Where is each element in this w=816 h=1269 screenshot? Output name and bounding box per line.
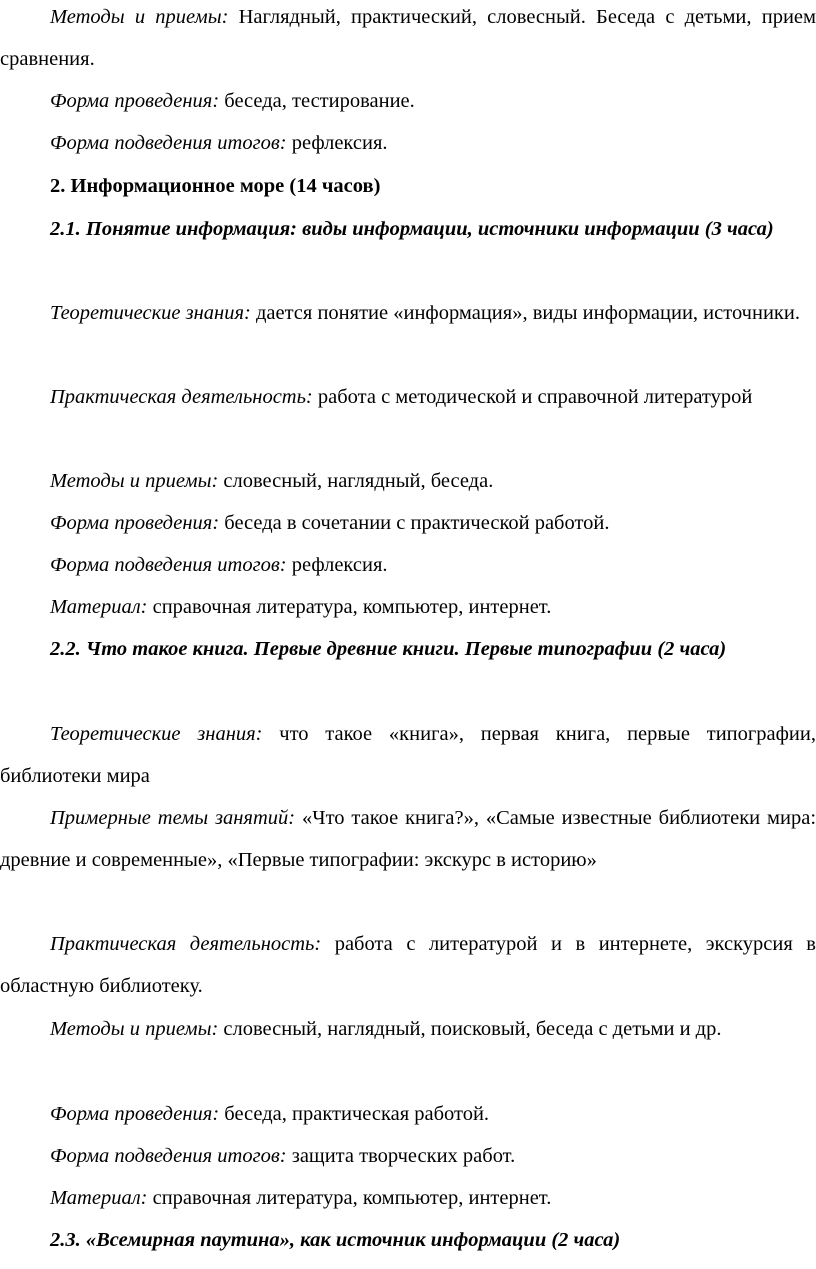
paragraph-text: «Что такое книга?», «Самые известные библиотеки мира: древние и современные», «Первые типографии: экскурс в историю» bbox=[0, 807, 816, 871]
paragraph-label: Методы и приемы: bbox=[50, 6, 229, 28]
methods-paragraph bbox=[0, 460, 816, 502]
paragraph-label: Форма проведения: bbox=[50, 512, 220, 534]
paragraph-text: рефлексия. bbox=[286, 132, 388, 154]
results-paragraph bbox=[0, 122, 816, 164]
paragraph-label: Практическая деятельность: bbox=[50, 386, 313, 408]
paragraph-text: беседа, практическая работой. bbox=[219, 1103, 490, 1125]
paragraph-label: Форма подведения итогов: bbox=[50, 554, 287, 576]
subsection-heading: 2.2. Что такое книга. Первые древние книги. Первые типографии (2 часа) bbox=[50, 638, 727, 660]
paragraph-label: Форма подведения итогов: bbox=[50, 132, 287, 154]
paragraph-label: Примерные темы занятий: bbox=[50, 807, 296, 829]
paragraph-label: Материал: bbox=[50, 596, 148, 618]
paragraph-text: работа с литературой и в интернете, экскурсия в областную библиотеку. bbox=[0, 933, 816, 997]
paragraph-label: Форма подведения итогов: bbox=[50, 1145, 287, 1167]
methods-paragraph bbox=[0, 1008, 816, 1050]
paragraph-text: справочная литература, компьютер, интернет. bbox=[147, 596, 552, 618]
form-paragraph bbox=[0, 502, 816, 544]
paragraph-text: беседа, тестирование. bbox=[219, 90, 415, 112]
paragraph-label: Методы и приемы: bbox=[50, 1018, 219, 1040]
paragraph-label: Методы и приемы: bbox=[50, 470, 219, 492]
results-paragraph bbox=[0, 1135, 816, 1177]
theory-paragraph bbox=[0, 713, 816, 797]
paragraph-label: Теоретические знания: bbox=[50, 302, 251, 324]
results-paragraph bbox=[0, 544, 816, 586]
paragraph-text: словесный, наглядный, поисковый, беседа с детьми и др. bbox=[218, 1018, 722, 1040]
subsection-heading: 2.1. Понятие информация: виды информации, источники информации (3 часа) bbox=[50, 218, 774, 240]
form-paragraph bbox=[0, 1093, 816, 1135]
paragraph-label: Материал: bbox=[50, 1187, 148, 1209]
paragraph-text: справочная литература, компьютер, интернет. bbox=[147, 1187, 552, 1209]
paragraph-label: Форма проведения: bbox=[50, 1103, 220, 1125]
subsection-heading: 2.3. «Всемирная паутина», как источник информации (2 часа) bbox=[50, 1229, 621, 1251]
practice-paragraph bbox=[0, 923, 816, 1007]
paragraph-text: беседа в сочетании с практической работой. bbox=[219, 512, 610, 534]
paragraph-label: Форма проведения: bbox=[50, 90, 220, 112]
paragraph-label: Практическая деятельность: bbox=[50, 933, 322, 955]
methods-paragraph bbox=[0, 0, 816, 80]
material-paragraph bbox=[0, 1177, 816, 1219]
paragraph-text: работа с методической и справочной литературой bbox=[312, 386, 753, 408]
section-heading: 2. Информационное море (14 часов) bbox=[50, 175, 381, 197]
material-paragraph bbox=[0, 586, 816, 628]
paragraph-text: рефлексия. bbox=[286, 554, 388, 576]
form-paragraph bbox=[0, 80, 816, 122]
topics-paragraph bbox=[0, 797, 816, 881]
paragraph-text: защита творческих работ. bbox=[286, 1145, 516, 1167]
practice-paragraph bbox=[0, 376, 816, 418]
paragraph-text: Наглядный, практический, словесный. Беседа с детьми, прием сравнения. bbox=[0, 6, 816, 70]
paragraph-text: дается понятие «информация», виды информации, источники. bbox=[250, 302, 800, 324]
paragraph-label: Теоретические знания: bbox=[50, 723, 263, 745]
paragraph-text: словесный, наглядный, беседа. bbox=[218, 470, 494, 492]
theory-paragraph bbox=[0, 292, 816, 334]
paragraph-text: что такое «книга», первая книга, первые типографии, библиотеки мира bbox=[0, 723, 816, 787]
